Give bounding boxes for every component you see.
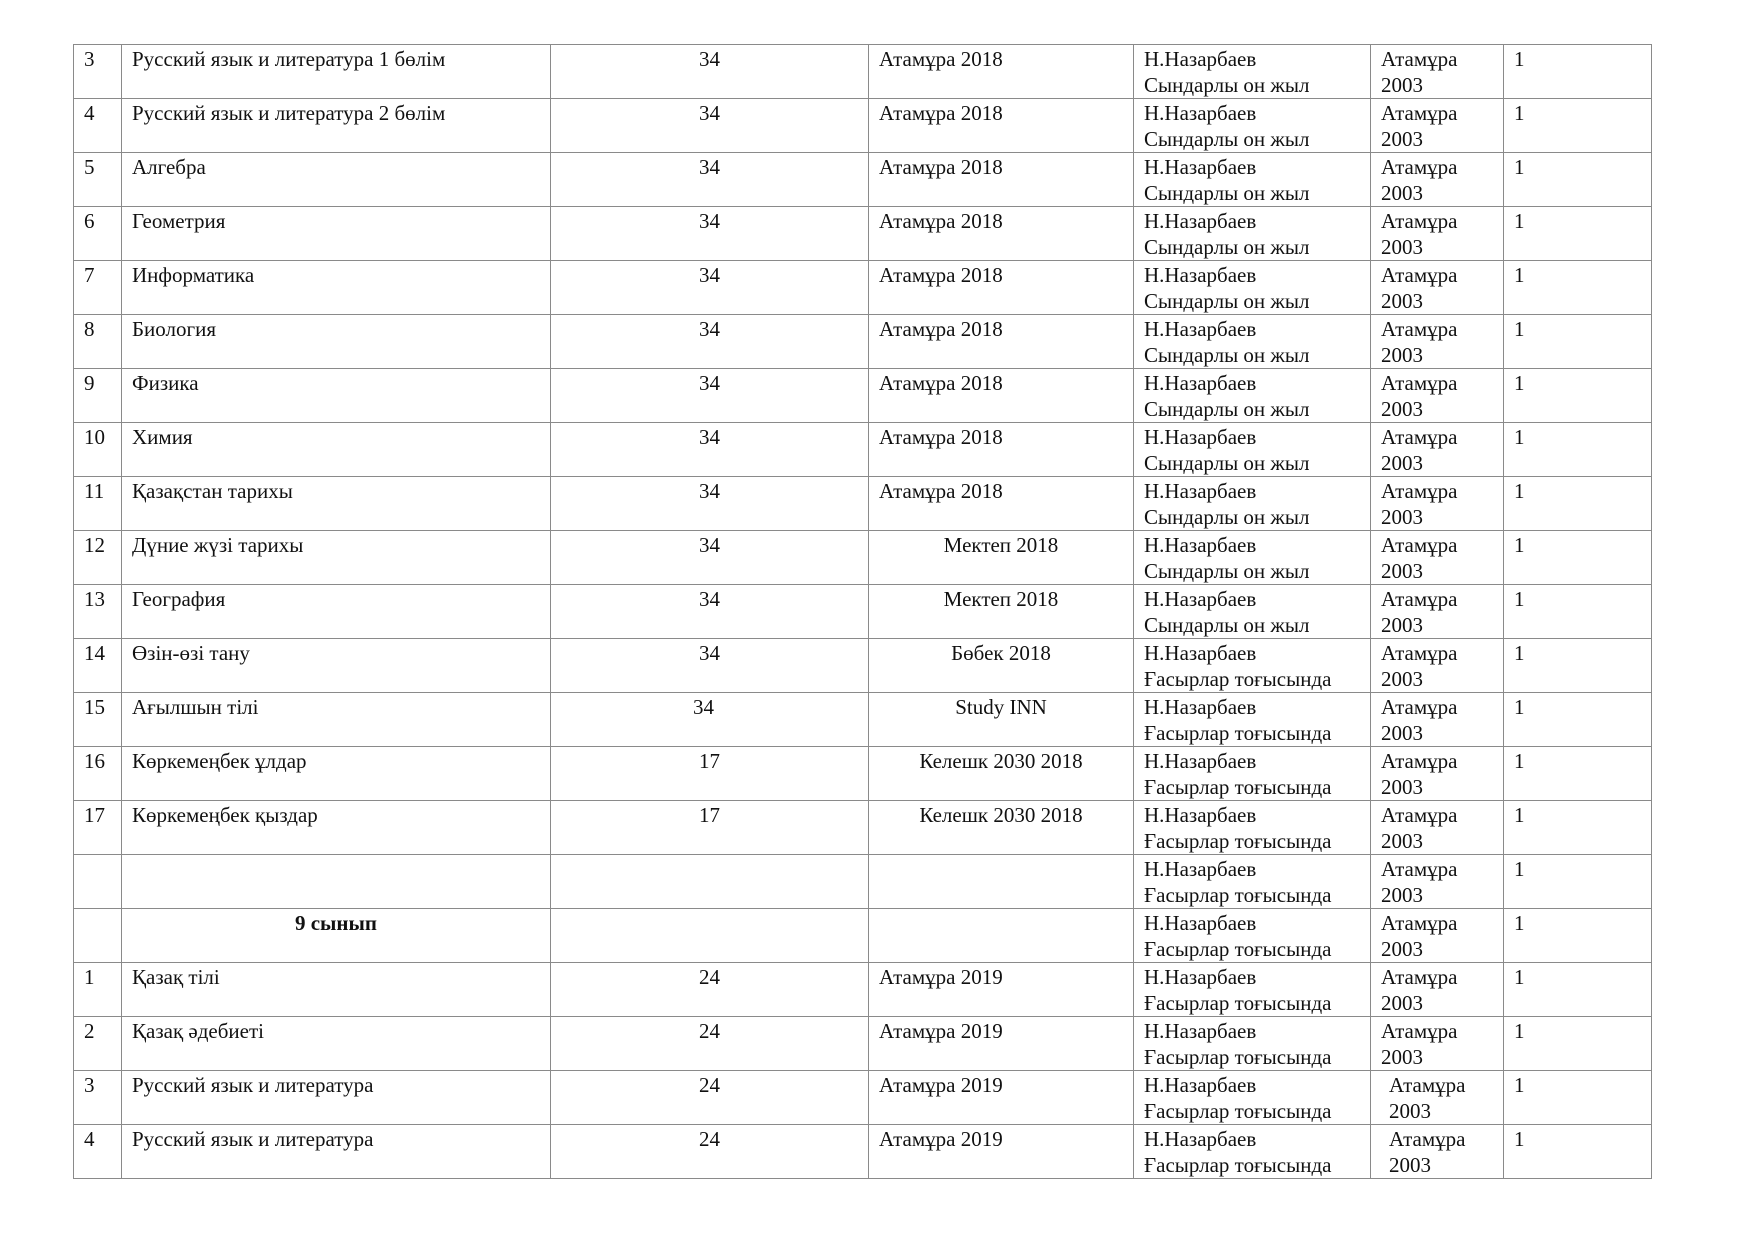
quantity-cell: 1 — [1504, 207, 1652, 261]
source-cell — [1371, 369, 1504, 423]
book-cell — [1134, 747, 1371, 801]
source-year: 2003 — [1381, 775, 1423, 799]
table-row — [74, 1071, 1652, 1125]
table-row — [74, 153, 1652, 207]
hours-cell — [551, 315, 869, 369]
source-cell — [1371, 45, 1504, 99]
table-row — [74, 639, 1652, 693]
book-cell — [1134, 207, 1371, 261]
book-cell — [1134, 693, 1371, 747]
source-name: Атамұра — [1381, 695, 1458, 719]
source-cell — [1371, 693, 1504, 747]
source-name: Атамұра — [1381, 641, 1458, 665]
hours-cell — [551, 153, 869, 207]
source-year: 2003 — [1381, 829, 1423, 853]
subject-cell: География — [122, 585, 551, 639]
row-number-cell — [74, 909, 122, 963]
book-author: Н.Назарбаев — [1144, 749, 1257, 773]
hours-cell — [551, 855, 869, 909]
book-cell — [1134, 531, 1371, 585]
book-title: Ғасырлар тоғысында — [1144, 775, 1332, 799]
book-cell — [1134, 45, 1371, 99]
source-year: 2003 — [1381, 559, 1423, 583]
hours-value: 34 — [699, 155, 720, 179]
book-cell — [1134, 99, 1371, 153]
source-cell — [1371, 423, 1504, 477]
table-row — [74, 693, 1652, 747]
source-year: 2003 — [1381, 883, 1423, 907]
source-year: 2003 — [1389, 1153, 1431, 1177]
row-number-cell: 12 — [74, 531, 122, 585]
publisher-cell: Атамұра 2019 — [869, 1017, 1134, 1071]
subject-cell: Қазақ тілі — [122, 963, 551, 1017]
subject-cell: Дүние жүзі тарихы — [122, 531, 551, 585]
source-cell — [1371, 1125, 1504, 1179]
source-year: 2003 — [1381, 613, 1423, 637]
quantity-cell: 1 — [1504, 855, 1652, 909]
row-number-cell: 3 — [74, 1071, 122, 1125]
book-title: Сындарлы он жыл — [1144, 181, 1310, 205]
quantity-cell: 1 — [1504, 369, 1652, 423]
subject-cell: Өзін-өзі тану — [122, 639, 551, 693]
row-number-cell: 4 — [74, 1125, 122, 1179]
book-author: Н.Назарбаев — [1144, 1073, 1257, 1097]
source-cell — [1371, 531, 1504, 585]
table-row — [74, 855, 1652, 909]
hours-cell — [551, 369, 869, 423]
publisher-cell: Study INN — [869, 693, 1134, 747]
hours-value: 34 — [699, 47, 720, 71]
table-row — [74, 963, 1652, 1017]
source-name: Атамұра — [1381, 965, 1458, 989]
source-cell — [1371, 261, 1504, 315]
publisher-cell: Атамұра 2018 — [869, 207, 1134, 261]
subject-cell: Русский язык и литература 1 бөлім — [122, 45, 551, 99]
hours-value: 34 — [699, 533, 720, 557]
source-cell — [1371, 477, 1504, 531]
row-number-cell: 15 — [74, 693, 122, 747]
book-title: Сындарлы он жыл — [1144, 613, 1310, 637]
publisher-cell — [869, 855, 1134, 909]
book-cell — [1134, 801, 1371, 855]
table-row — [74, 1017, 1652, 1071]
source-cell — [1371, 909, 1504, 963]
publisher-cell: Мектеп 2018 — [869, 531, 1134, 585]
hours-value: 34 — [699, 371, 720, 395]
hours-cell — [551, 1017, 869, 1071]
book-cell — [1134, 1017, 1371, 1071]
row-number-cell: 17 — [74, 801, 122, 855]
row-number-cell — [74, 855, 122, 909]
hours-cell — [551, 1071, 869, 1125]
book-title: Сындарлы он жыл — [1144, 505, 1310, 529]
publisher-cell: Келешк 2030 2018 — [869, 801, 1134, 855]
book-cell — [1134, 477, 1371, 531]
source-year: 2003 — [1381, 937, 1423, 961]
hours-cell — [551, 585, 869, 639]
book-title: Сындарлы он жыл — [1144, 235, 1310, 259]
source-year: 2003 — [1381, 451, 1423, 475]
book-author: Н.Назарбаев — [1144, 695, 1257, 719]
table-row — [74, 99, 1652, 153]
row-number-cell: 8 — [74, 315, 122, 369]
publisher-cell: Мектеп 2018 — [869, 585, 1134, 639]
subject-cell: Информатика — [122, 261, 551, 315]
hours-cell — [551, 99, 869, 153]
quantity-cell: 1 — [1504, 909, 1652, 963]
hours-cell — [551, 693, 869, 747]
source-cell — [1371, 207, 1504, 261]
source-year: 2003 — [1381, 343, 1423, 367]
row-number-cell: 9 — [74, 369, 122, 423]
source-cell — [1371, 747, 1504, 801]
hours-value: 34 — [699, 641, 720, 665]
row-number-cell: 5 — [74, 153, 122, 207]
source-name: Атамұра — [1381, 209, 1458, 233]
subject-cell: Русский язык и литература 2 бөлім — [122, 99, 551, 153]
publisher-cell: Атамұра 2018 — [869, 153, 1134, 207]
source-year: 2003 — [1381, 991, 1423, 1015]
source-year: 2003 — [1381, 73, 1423, 97]
book-cell — [1134, 153, 1371, 207]
source-name: Атамұра — [1381, 263, 1458, 287]
textbook-table — [73, 44, 1652, 1179]
table-body — [74, 45, 1652, 1179]
book-cell — [1134, 1125, 1371, 1179]
row-number-cell: 7 — [74, 261, 122, 315]
source-year: 2003 — [1381, 1045, 1423, 1069]
hours-value: 34 — [699, 587, 720, 611]
publisher-cell: Атамұра 2018 — [869, 315, 1134, 369]
table-row — [74, 585, 1652, 639]
book-cell — [1134, 423, 1371, 477]
publisher-cell: Атамұра 2018 — [869, 45, 1134, 99]
source-cell — [1371, 639, 1504, 693]
quantity-cell: 1 — [1504, 801, 1652, 855]
hours-cell — [551, 963, 869, 1017]
book-title: Ғасырлар тоғысында — [1144, 667, 1332, 691]
quantity-cell: 1 — [1504, 585, 1652, 639]
hours-value: 34 — [693, 695, 714, 719]
book-title: Сындарлы он жыл — [1144, 397, 1310, 421]
quantity-cell: 1 — [1504, 1071, 1652, 1125]
source-cell — [1371, 1071, 1504, 1125]
source-name: Атамұра — [1381, 749, 1458, 773]
book-title: Ғасырлар тоғысында — [1144, 1153, 1332, 1177]
book-cell — [1134, 261, 1371, 315]
book-author: Н.Назарбаев — [1144, 47, 1257, 71]
quantity-cell: 1 — [1504, 45, 1652, 99]
source-name: Атамұра — [1381, 857, 1458, 881]
publisher-cell: Атамұра 2019 — [869, 1125, 1134, 1179]
book-title: Ғасырлар тоғысында — [1144, 721, 1332, 745]
source-year: 2003 — [1381, 397, 1423, 421]
book-author: Н.Назарбаев — [1144, 209, 1257, 233]
book-cell — [1134, 1071, 1371, 1125]
hours-cell — [551, 531, 869, 585]
book-title: Сындарлы он жыл — [1144, 289, 1310, 313]
book-author: Н.Назарбаев — [1144, 1127, 1257, 1151]
hours-value: 24 — [699, 1019, 720, 1043]
subject-cell: Биология — [122, 315, 551, 369]
source-name: Атамұра — [1381, 317, 1458, 341]
source-year: 2003 — [1381, 289, 1423, 313]
subject-cell — [122, 855, 551, 909]
book-cell — [1134, 909, 1371, 963]
row-number-cell: 14 — [74, 639, 122, 693]
quantity-cell: 1 — [1504, 531, 1652, 585]
publisher-cell: Атамұра 2018 — [869, 369, 1134, 423]
source-cell — [1371, 963, 1504, 1017]
book-author: Н.Назарбаев — [1144, 587, 1257, 611]
quantity-cell: 1 — [1504, 1125, 1652, 1179]
book-author: Н.Назарбаев — [1144, 1019, 1257, 1043]
publisher-cell: Атамұра 2018 — [869, 477, 1134, 531]
book-cell — [1134, 963, 1371, 1017]
source-year: 2003 — [1381, 235, 1423, 259]
source-cell — [1371, 585, 1504, 639]
hours-value: 34 — [699, 425, 720, 449]
book-author: Н.Назарбаев — [1144, 263, 1257, 287]
book-title: Сындарлы он жыл — [1144, 127, 1310, 151]
section-heading-cell: 9 сынып — [122, 909, 551, 963]
subject-cell: Физика — [122, 369, 551, 423]
hours-cell — [551, 801, 869, 855]
book-title: Ғасырлар тоғысында — [1144, 883, 1332, 907]
publisher-cell: Атамұра 2019 — [869, 1071, 1134, 1125]
book-author: Н.Назарбаев — [1144, 857, 1257, 881]
book-title: Ғасырлар тоғысында — [1144, 1099, 1332, 1123]
source-year: 2003 — [1381, 667, 1423, 691]
subject-cell: Қазақстан тарихы — [122, 477, 551, 531]
quantity-cell: 1 — [1504, 639, 1652, 693]
table-row — [74, 369, 1652, 423]
hours-value: 34 — [699, 263, 720, 287]
book-title: Сындарлы он жыл — [1144, 559, 1310, 583]
book-title: Ғасырлар тоғысында — [1144, 937, 1332, 961]
source-name: Атамұра — [1381, 155, 1458, 179]
source-name: Атамұра — [1381, 911, 1458, 935]
source-year: 2003 — [1389, 1099, 1431, 1123]
source-cell — [1371, 315, 1504, 369]
table-row — [74, 909, 1652, 963]
table-row — [74, 261, 1652, 315]
publisher-cell: Келешк 2030 2018 — [869, 747, 1134, 801]
row-number-cell: 6 — [74, 207, 122, 261]
quantity-cell: 1 — [1504, 153, 1652, 207]
hours-cell — [551, 639, 869, 693]
table-row — [74, 207, 1652, 261]
book-title: Сындарлы он жыл — [1144, 73, 1310, 97]
row-number-cell: 16 — [74, 747, 122, 801]
hours-value: 34 — [699, 101, 720, 125]
source-name: Атамұра — [1381, 47, 1458, 71]
hours-cell — [551, 1125, 869, 1179]
table-row — [74, 531, 1652, 585]
hours-value: 24 — [699, 965, 720, 989]
hours-cell — [551, 747, 869, 801]
quantity-cell: 1 — [1504, 315, 1652, 369]
book-author: Н.Назарбаев — [1144, 533, 1257, 557]
hours-cell — [551, 261, 869, 315]
subject-cell: Геометрия — [122, 207, 551, 261]
hours-value: 17 — [699, 749, 720, 773]
hours-value: 34 — [699, 317, 720, 341]
table-row — [74, 315, 1652, 369]
source-name: Атамұра — [1381, 425, 1458, 449]
book-author: Н.Назарбаев — [1144, 479, 1257, 503]
source-name: Атамұра — [1381, 587, 1458, 611]
subject-cell: Алгебра — [122, 153, 551, 207]
book-author: Н.Назарбаев — [1144, 803, 1257, 827]
subject-cell: Русский язык и литература — [122, 1071, 551, 1125]
source-year: 2003 — [1381, 127, 1423, 151]
row-number-cell: 4 — [74, 99, 122, 153]
table-row — [74, 477, 1652, 531]
quantity-cell: 1 — [1504, 693, 1652, 747]
source-cell — [1371, 1017, 1504, 1071]
book-author: Н.Назарбаев — [1144, 371, 1257, 395]
source-year: 2003 — [1381, 505, 1423, 529]
publisher-cell: Бөбек 2018 — [869, 639, 1134, 693]
hours-value: 34 — [699, 209, 720, 233]
row-number-cell: 1 — [74, 963, 122, 1017]
source-cell — [1371, 99, 1504, 153]
book-cell — [1134, 585, 1371, 639]
quantity-cell: 1 — [1504, 261, 1652, 315]
source-name: Атамұра — [1381, 479, 1458, 503]
quantity-cell: 1 — [1504, 963, 1652, 1017]
book-title: Ғасырлар тоғысында — [1144, 829, 1332, 853]
row-number-cell: 11 — [74, 477, 122, 531]
table-row — [74, 1125, 1652, 1179]
source-name: Атамұра — [1389, 1127, 1466, 1151]
source-name: Атамұра — [1381, 371, 1458, 395]
book-cell — [1134, 639, 1371, 693]
book-author: Н.Назарбаев — [1144, 425, 1257, 449]
quantity-cell: 1 — [1504, 747, 1652, 801]
book-author: Н.Назарбаев — [1144, 101, 1257, 125]
source-cell — [1371, 153, 1504, 207]
hours-cell — [551, 45, 869, 99]
table-row — [74, 747, 1652, 801]
hours-cell — [551, 423, 869, 477]
row-number-cell: 2 — [74, 1017, 122, 1071]
subject-cell: Көркемеңбек қыздар — [122, 801, 551, 855]
book-cell — [1134, 369, 1371, 423]
hours-value: 17 — [699, 803, 720, 827]
book-title: Сындарлы он жыл — [1144, 343, 1310, 367]
source-name: Атамұра — [1381, 533, 1458, 557]
book-cell — [1134, 315, 1371, 369]
book-author: Н.Назарбаев — [1144, 965, 1257, 989]
book-title: Сындарлы он жыл — [1144, 451, 1310, 475]
book-title: Ғасырлар тоғысында — [1144, 1045, 1332, 1069]
publisher-cell: Атамұра 2019 — [869, 963, 1134, 1017]
quantity-cell: 1 — [1504, 1017, 1652, 1071]
subject-cell: Көркемеңбек ұлдар — [122, 747, 551, 801]
book-author: Н.Назарбаев — [1144, 317, 1257, 341]
publisher-cell: Атамұра 2018 — [869, 261, 1134, 315]
source-year: 2003 — [1381, 721, 1423, 745]
subject-cell: Русский язык и литература — [122, 1125, 551, 1179]
book-title: Ғасырлар тоғысында — [1144, 991, 1332, 1015]
quantity-cell: 1 — [1504, 99, 1652, 153]
source-name: Атамұра — [1381, 1019, 1458, 1043]
table-row — [74, 423, 1652, 477]
source-year: 2003 — [1381, 181, 1423, 205]
subject-cell: Химия — [122, 423, 551, 477]
source-cell — [1371, 855, 1504, 909]
book-author: Н.Назарбаев — [1144, 155, 1257, 179]
quantity-cell: 1 — [1504, 423, 1652, 477]
source-name: Атамұра — [1389, 1073, 1466, 1097]
hours-cell — [551, 477, 869, 531]
hours-value: 24 — [699, 1073, 720, 1097]
source-cell — [1371, 801, 1504, 855]
row-number-cell: 10 — [74, 423, 122, 477]
source-name: Атамұра — [1381, 101, 1458, 125]
hours-cell — [551, 207, 869, 261]
book-author: Н.Назарбаев — [1144, 641, 1257, 665]
publisher-cell: Атамұра 2018 — [869, 99, 1134, 153]
subject-cell: Қазақ әдебиеті — [122, 1017, 551, 1071]
row-number-cell: 3 — [74, 45, 122, 99]
publisher-cell — [869, 909, 1134, 963]
publisher-cell: Атамұра 2018 — [869, 423, 1134, 477]
hours-value: 34 — [699, 479, 720, 503]
table-row — [74, 801, 1652, 855]
quantity-cell: 1 — [1504, 477, 1652, 531]
book-cell — [1134, 855, 1371, 909]
hours-value: 24 — [699, 1127, 720, 1151]
table-row — [74, 45, 1652, 99]
row-number-cell: 13 — [74, 585, 122, 639]
subject-cell: Ағылшын тілі — [122, 693, 551, 747]
hours-cell — [551, 909, 869, 963]
source-name: Атамұра — [1381, 803, 1458, 827]
book-author: Н.Назарбаев — [1144, 911, 1257, 935]
